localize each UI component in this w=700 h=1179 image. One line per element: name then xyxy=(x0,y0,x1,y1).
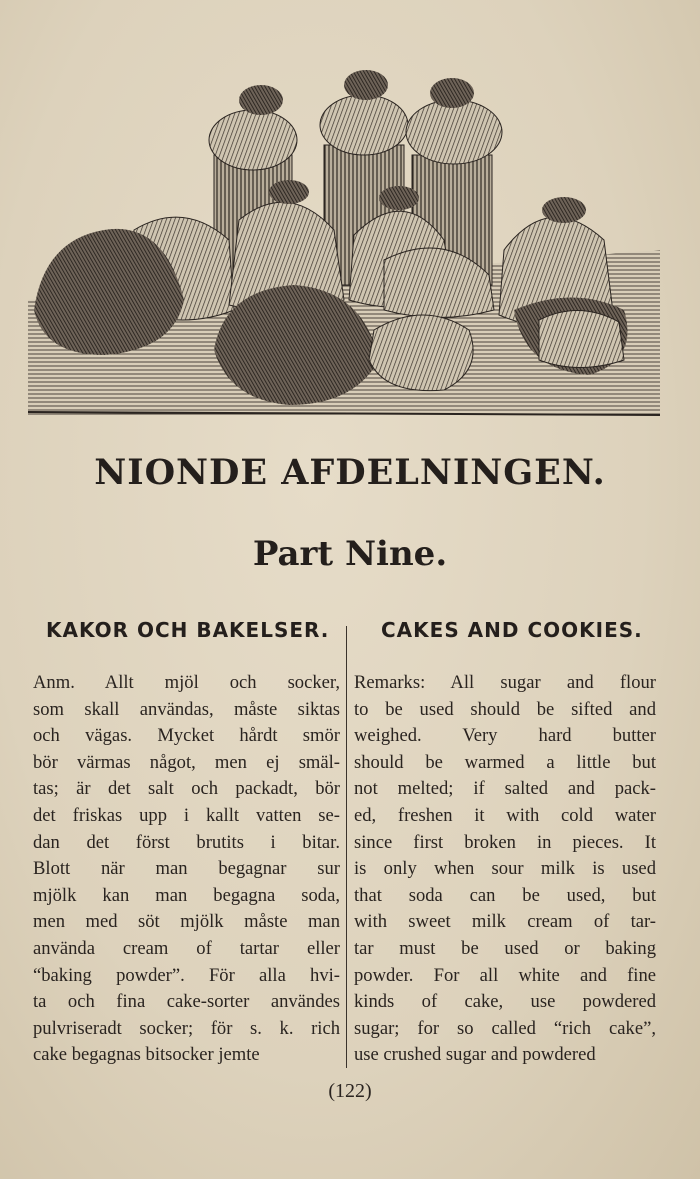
text-line: ta och fina cake-sorter användes xyxy=(33,991,340,1013)
section-subtitle: Part Nine. xyxy=(252,534,448,574)
text-line: that soda can be used, but xyxy=(354,884,656,906)
text-line: dan det först brutits i bitar. xyxy=(33,831,340,853)
english-column-text xyxy=(354,670,656,1069)
swedish-column-text xyxy=(33,670,340,1069)
text-line: mjölk kan man begagna soda, xyxy=(33,884,340,906)
text-line: tas; är det salt och packadt, bör xyxy=(33,778,340,800)
text-line: use crushed sugar and powdered xyxy=(354,1044,596,1066)
text-line: använda cream of tartar eller xyxy=(33,937,340,959)
text-line: to be used should be sifted and xyxy=(354,698,656,720)
text-line: should be warmed a little but xyxy=(354,751,656,773)
swedish-column-heading: KAKOR OCH BAKELSER. xyxy=(46,618,330,642)
english-column-heading: CAKES AND COOKIES. xyxy=(381,618,643,642)
text-line: not melted; if salted and pack- xyxy=(354,778,656,800)
text-line: sugar; for so called “rich cake”, xyxy=(354,1017,656,1039)
text-line: cake begagnas bitsocker jemte xyxy=(33,1044,260,1066)
cakes-engraving-illustration xyxy=(24,60,664,425)
text-line: Remarks: All sugar and flour xyxy=(354,672,656,693)
text-line: pulvriseradt socker; för s. k. rich xyxy=(33,1017,340,1039)
text-line: men med söt mjölk måste man xyxy=(33,911,340,933)
text-line: powder. For all white and fine xyxy=(354,964,656,986)
text-line: som skall användas, måste siktas xyxy=(33,698,340,720)
text-line: och vägas. Mycket hårdt smör xyxy=(33,725,340,747)
page-number: (122) xyxy=(328,1080,372,1102)
section-title: NIONDE AFDELNINGEN. xyxy=(94,452,606,493)
text-line: with sweet milk cream of tar- xyxy=(354,911,656,933)
text-line: is only when sour milk is used xyxy=(354,858,656,880)
text-line: weighed. Very hard butter xyxy=(354,725,656,747)
text-line: kinds of cake, use powdered xyxy=(354,991,656,1013)
text-line: Blott när man begagnar sur xyxy=(33,858,340,880)
text-line: Anm. Allt mjöl och socker, xyxy=(33,672,340,693)
column-divider xyxy=(346,626,347,1068)
text-line: tar must be used or baking xyxy=(354,937,656,959)
text-line: ed, freshen it with cold water xyxy=(354,804,656,826)
text-line: det friskas upp i kallt vatten se- xyxy=(33,804,340,826)
text-line: bör värmas något, men ej smäl- xyxy=(33,751,340,773)
text-line: since first broken in pieces. It xyxy=(354,831,656,853)
text-line: “baking powder”. För alla hvi- xyxy=(33,964,340,986)
